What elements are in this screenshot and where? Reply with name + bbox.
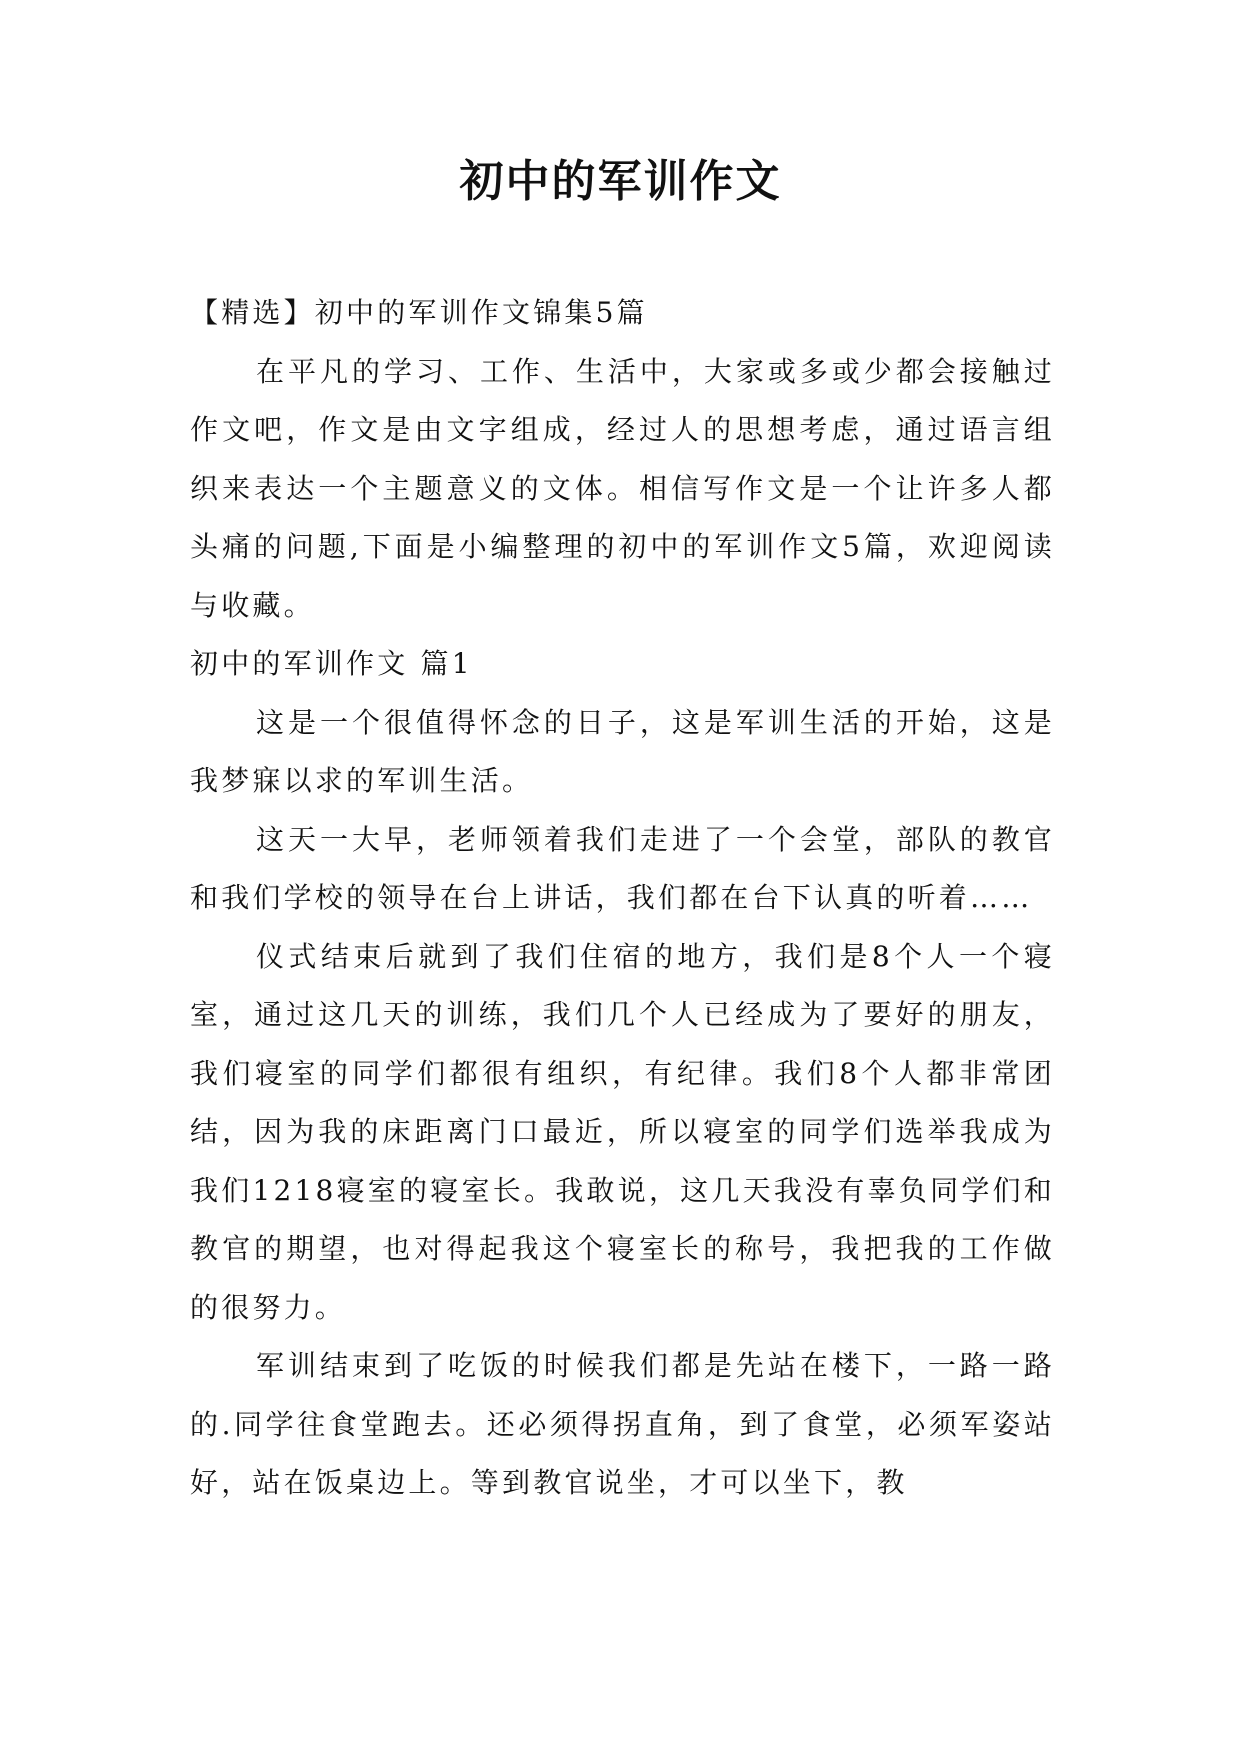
body-paragraph: 这是一个很值得怀念的日子，这是军训生活的开始，这是我梦寐以求的军训生活。 [190, 705, 1055, 797]
body-paragraph: 军训结束到了吃饭的时候我们都是先站在楼下，一路一路的.同学往食堂跑去。还必须得拐直角，到了食堂，必须军姿站好，站在饭桌边上。等到教官说坐，才可以坐下，教 [190, 1349, 1055, 1499]
section-heading: 初中的军训作文 篇1 [190, 647, 473, 680]
intro-paragraph: 在平凡的学习、工作、生活中，大家或多或少都会接触过作文吧，作文是由文字组成，经过人的思想考虑，通过语言组织来表达一个主题意义的文体。相信写作文是一个让许多人都头痛的问题,下面是小编整理的初中的军训作文5篇，欢迎阅读与收藏。 [190, 354, 1055, 622]
document-title: 初中的军训作文 [459, 156, 782, 207]
body-paragraph: 这天一大早，老师领着我们走进了一个会堂，部队的教官和我们学校的领导在台上讲话，我们都在台下认真的听着…… [190, 822, 1055, 914]
body-paragraph: 仪式结束后就到了我们住宿的地方，我们是8个人一个寝室，通过这几天的训练，我们几个人已经成为了要好的朋友，我们寝室的同学们都很有组织，有纪律。我们8个人都非常团结，因为我的床距离门口最近，所以寝室的同学们选举我成为我们1218寝室的寝室长。我敢说，这几天我没有辜负同学们和教官的期望，也对得起我这个寝室长的称号，我把我的工作做的很努力。 [190, 939, 1055, 1324]
document-subtitle: 【精选】初中的军训作文锦集5篇 [190, 296, 648, 329]
document-body [190, 284, 1055, 1513]
